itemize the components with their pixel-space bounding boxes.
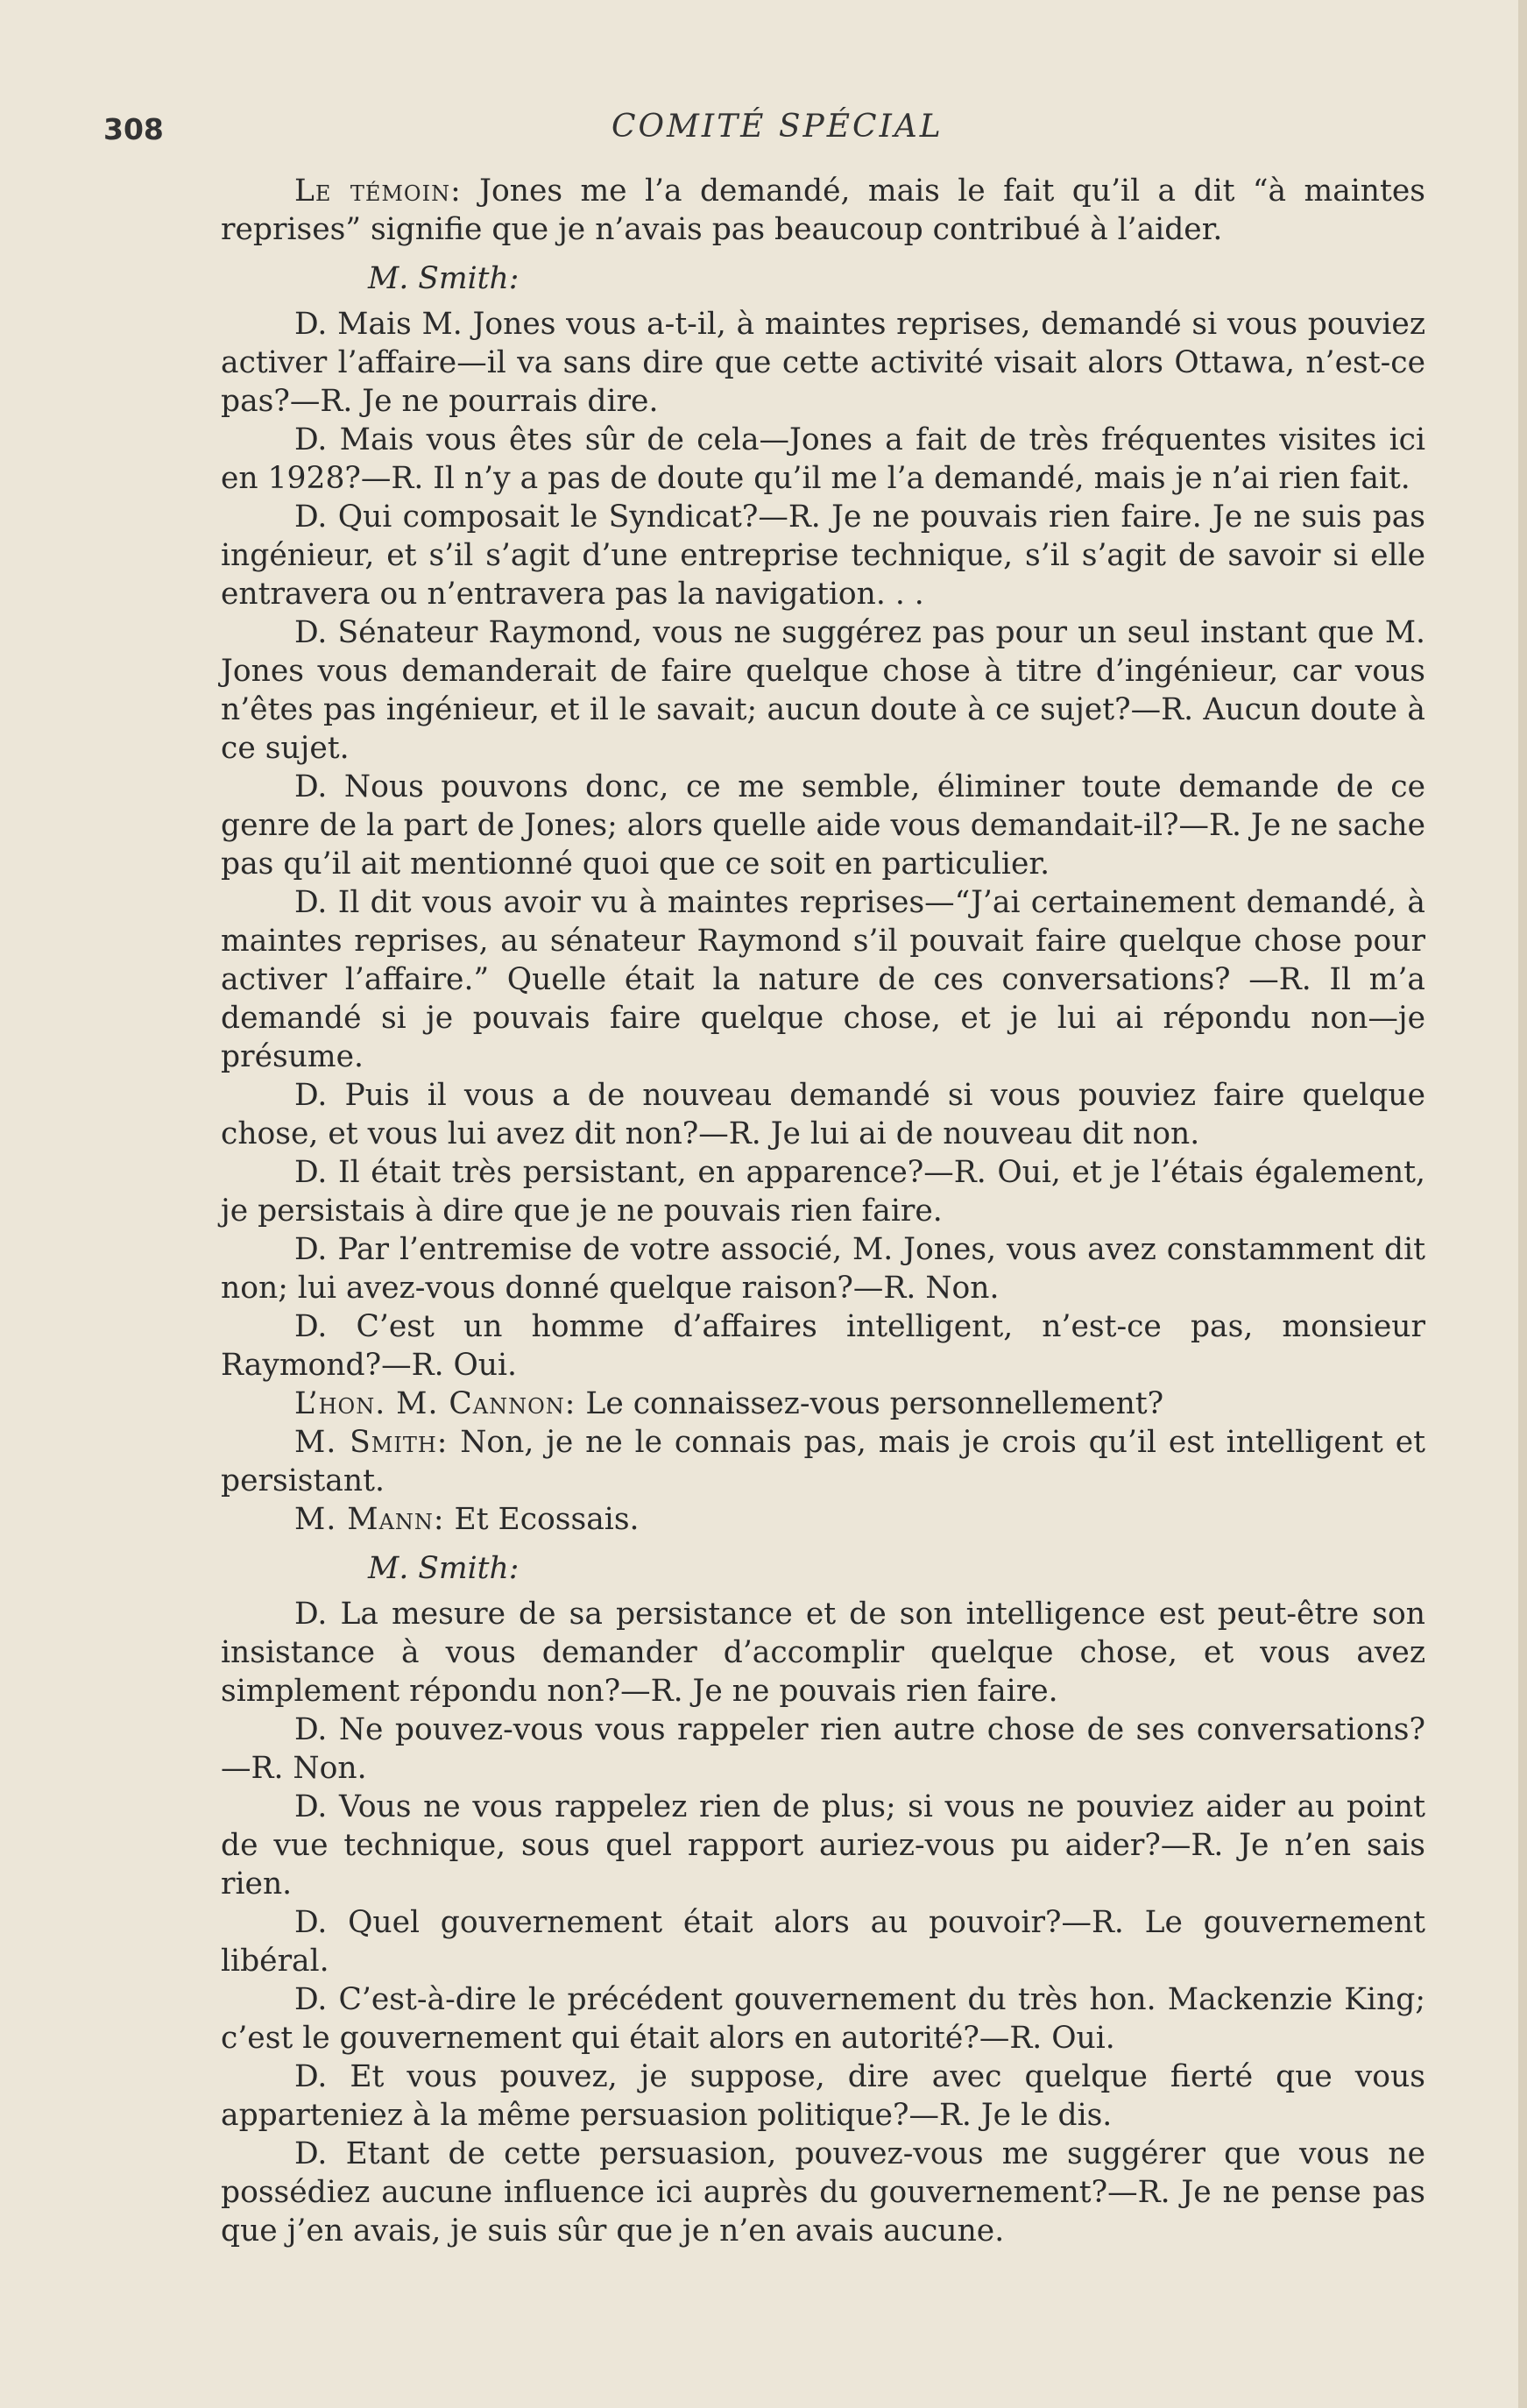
running-title: COMITÉ SPÉCIAL: [612, 109, 944, 145]
question-answer: D. Sénateur Raymond, vous ne suggérez pas pour un seul instant que M. Jones vous demanderait de faire quelque chose à titre d’ingénieur, car vous n’êtes pas ingénieur, et il le savait; aucun doute à ce sujet?—R. Aucun doute à ce sujet.: [221, 615, 1425, 766]
speaker-label: M. Smith:: [294, 1425, 449, 1460]
speaker-label: M. Mann:: [294, 1502, 445, 1537]
section-speaker: M. Smith:: [368, 1551, 520, 1586]
paragraph-text: Jones me l’a demandé, mais le fait qu’il a dit “à maintes reprises” signifie que je n’avais pas beaucoup contribué à l’aider.: [221, 174, 1425, 247]
paragraph: [221, 1423, 1425, 1500]
paragraph: [221, 172, 1425, 249]
paragraph-text: Et Ecossais.: [454, 1502, 640, 1537]
speaker-label: Le témoin:: [294, 174, 462, 209]
transcript-body: [221, 172, 1425, 2250]
question-answer: D. C’est-à-dire le précédent gouvernement du très hon. Mackenzie King; c’est le gouvernement qui était alors en autorité?—R. Oui.: [221, 1982, 1425, 2056]
question-answer: D. Quel gouvernement était alors au pouvoir?—R. Le gouvernement libéral.: [221, 1905, 1425, 1979]
question-answer: D. Et vous pouvez, je suppose, dire avec quelque fierté que vous apparteniez à la même persuasion politique?—R. Je le dis.: [221, 2059, 1425, 2133]
question-answer: D. Par l’entremise de votre associé, M. Jones, vous avez constamment dit non; lui avez-vous donné quelque raison?—R. Non.: [221, 1232, 1425, 1306]
speaker-label: L’hon. M. Cannon:: [294, 1386, 576, 1421]
question-answer: D. Vous ne vous rappelez rien de plus; si vous ne pouviez aider au point de vue technique, sous quel rapport auriez-vous pu aider?—R. Je n’en sais rien.: [221, 1789, 1425, 1902]
paragraph: [221, 1500, 1425, 1539]
question-answer: D. Mais vous êtes sûr de cela—Jones a fait de très fréquentes visites ici en 1928?—R. Il n’y a pas de doute qu’il me l’a demandé, mais je n’ai rien fait.: [221, 422, 1425, 496]
question-answer: D. Ne pouvez-vous vous rappeler rien autre chose de ses conversations?—R. Non.: [221, 1712, 1425, 1786]
question-answer: D. C’est un homme d’affaires intelligent, n’est-ce pas, monsieur Raymond?—R. Oui.: [221, 1309, 1425, 1383]
page-edge: [1518, 0, 1527, 2408]
question-answer: D. Mais M. Jones vous a-t-il, à maintes reprises, demandé si vous pouviez activer l’affaire—il va sans dire que cette activité visait alors Ottawa, n’est-ce pas?—R. Je ne pourrais dire.: [221, 307, 1425, 419]
paragraph: [221, 1385, 1425, 1423]
question-answer: D. Puis il vous a de nouveau demandé si vous pouviez faire quelque chose, et vous lui avez dit non?—R. Je lui ai de nouveau dit non.: [221, 1078, 1425, 1151]
page-header: [103, 105, 1435, 158]
question-answer: D. Etant de cette persuasion, pouvez-vous me suggérer que vous ne possédiez aucune influence ici auprès du gouvernement?—R. Je ne pense pas que j’en avais, je suis sûr que je n’en avais aucune.: [221, 2136, 1425, 2249]
question-answer: D. Qui composait le Syndicat?—R. Je ne pouvais rien faire. Je ne suis pas ingénieur, et s’il s’agit d’une entreprise technique, s’il s’agit de savoir si elle entravera ou n’entravera pas la navigation. . .: [221, 499, 1425, 612]
question-answer: D. Il était très persistant, en apparence?—R. Oui, et je l’étais également, je persistais à dire que je ne pouvais rien faire.: [221, 1155, 1425, 1229]
section-speaker: M. Smith:: [368, 261, 520, 296]
paragraph-text: Le connaissez-vous personnellement?: [585, 1386, 1164, 1421]
page-number: 308: [103, 112, 164, 146]
question-answer: D. Il dit vous avoir vu à maintes reprises—“J’ai certainement demandé, à maintes reprises, au sénateur Raymond s’il pouvait faire quelque chose pour activer l’affaire.” Quelle était la nature de ces conversations? —R. Il m’a demandé si je pouvais faire quelque chose, et je lui ai répondu non—je présume.: [221, 885, 1425, 1074]
question-answer: D. Nous pouvons donc, ce me semble, éliminer toute demande de ce genre de la part de Jones; alors quelle aide vous demandait-il?—R. Je ne sache pas qu’il ait mentionné quoi que ce soit en particulier.: [221, 769, 1425, 882]
paragraph-text: Non, je ne le connais pas, mais je crois qu’il est intelligent et persistant.: [221, 1425, 1425, 1498]
question-answer: D. La mesure de sa persistance et de son intelligence est peut-être son insistance à vous demander d’accomplir quelque chose, et vous avez simplement répondu non?—R. Je ne pouvais rien faire.: [221, 1597, 1425, 1709]
